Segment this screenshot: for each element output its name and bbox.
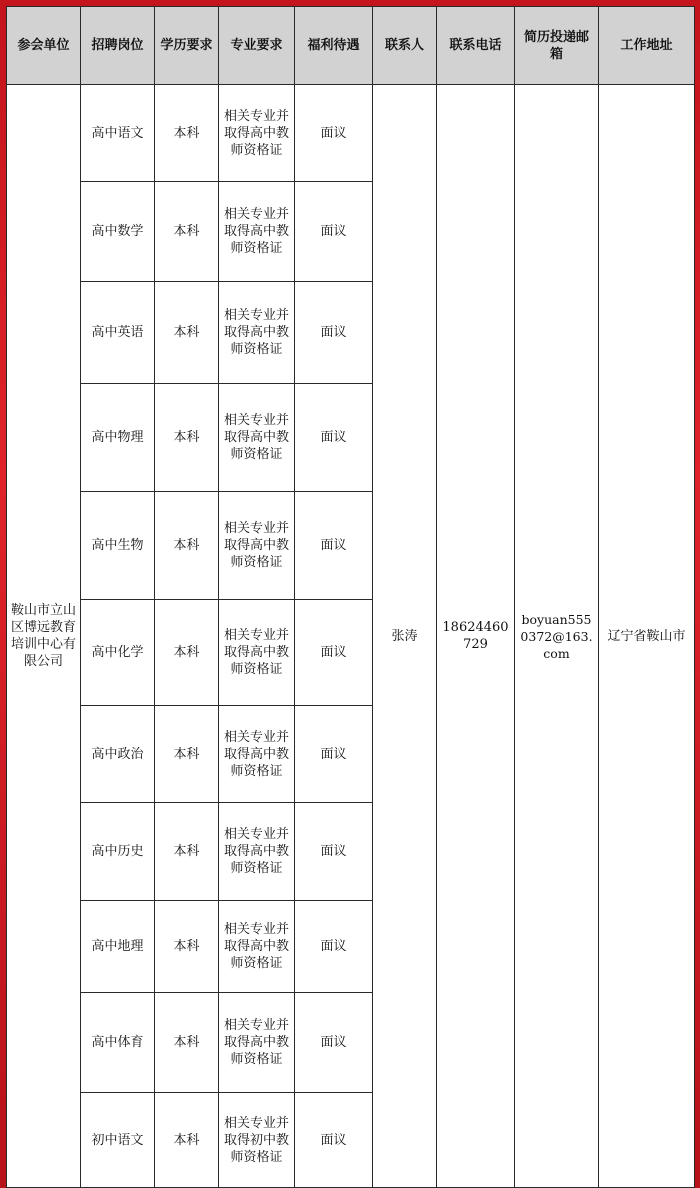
requirement-cell: 相关专业并取得高中教师资格证 <box>219 803 295 901</box>
contact-person: 张涛 <box>373 85 437 1188</box>
header-company: 参会单位 <box>7 7 81 85</box>
table-row <box>7 85 695 182</box>
requirement-cell: 相关专业并取得高中教师资格证 <box>219 492 295 600</box>
welfare-cell: 面议 <box>295 85 373 182</box>
header-phone: 联系电话 <box>437 7 515 85</box>
welfare-cell: 面议 <box>295 384 373 492</box>
header-education: 学历要求 <box>155 7 219 85</box>
header-row <box>7 7 695 85</box>
requirement-cell: 相关专业并取得高中教师资格证 <box>219 282 295 384</box>
header-address: 工作地址 <box>599 7 695 85</box>
position-cell: 高中政治 <box>81 706 155 803</box>
welfare-cell: 面议 <box>295 901 373 993</box>
position-cell: 高中地理 <box>81 901 155 993</box>
requirement-cell: 相关专业并取得高中教师资格证 <box>219 706 295 803</box>
position-cell: 初中语文 <box>81 1093 155 1188</box>
welfare-cell: 面议 <box>295 182 373 282</box>
position-cell: 高中物理 <box>81 384 155 492</box>
education-cell: 本科 <box>155 182 219 282</box>
position-cell: 高中化学 <box>81 600 155 706</box>
welfare-cell: 面议 <box>295 492 373 600</box>
resume-email[interactable]: boyuan5550372@163.com <box>515 85 599 1188</box>
requirement-cell: 相关专业并取得高中教师资格证 <box>219 901 295 993</box>
company-name: 鞍山市立山区博远教育培训中心有限公司 <box>7 85 81 1188</box>
education-cell: 本科 <box>155 706 219 803</box>
position-cell: 高中生物 <box>81 492 155 600</box>
position-cell: 高中历史 <box>81 803 155 901</box>
position-cell: 高中数学 <box>81 182 155 282</box>
header-position: 招聘岗位 <box>81 7 155 85</box>
requirement-cell: 相关专业并取得初中教师资格证 <box>219 1093 295 1188</box>
education-cell: 本科 <box>155 803 219 901</box>
requirement-cell: 相关专业并取得高中教师资格证 <box>219 384 295 492</box>
welfare-cell: 面议 <box>295 803 373 901</box>
requirement-cell: 相关专业并取得高中教师资格证 <box>219 600 295 706</box>
education-cell: 本科 <box>155 1093 219 1188</box>
position-cell: 高中语文 <box>81 85 155 182</box>
header-contact: 联系人 <box>373 7 437 85</box>
welfare-cell: 面议 <box>295 282 373 384</box>
position-cell: 高中英语 <box>81 282 155 384</box>
position-cell: 高中体育 <box>81 993 155 1093</box>
header-major: 专业要求 <box>219 7 295 85</box>
education-cell: 本科 <box>155 384 219 492</box>
education-cell: 本科 <box>155 993 219 1093</box>
education-cell: 本科 <box>155 492 219 600</box>
contact-phone[interactable]: 18624460729 <box>437 85 515 1188</box>
work-address: 辽宁省鞍山市 <box>599 85 695 1188</box>
requirement-cell: 相关专业并取得高中教师资格证 <box>219 993 295 1093</box>
recruitment-table <box>6 6 695 1188</box>
requirement-cell: 相关专业并取得高中教师资格证 <box>219 85 295 182</box>
education-cell: 本科 <box>155 600 219 706</box>
welfare-cell: 面议 <box>295 1093 373 1188</box>
welfare-cell: 面议 <box>295 600 373 706</box>
header-welfare: 福利待遇 <box>295 7 373 85</box>
requirement-cell: 相关专业并取得高中教师资格证 <box>219 182 295 282</box>
education-cell: 本科 <box>155 282 219 384</box>
welfare-cell: 面议 <box>295 706 373 803</box>
education-cell: 本科 <box>155 85 219 182</box>
header-email: 简历投递邮箱 <box>515 7 599 85</box>
education-cell: 本科 <box>155 901 219 993</box>
welfare-cell: 面议 <box>295 993 373 1093</box>
